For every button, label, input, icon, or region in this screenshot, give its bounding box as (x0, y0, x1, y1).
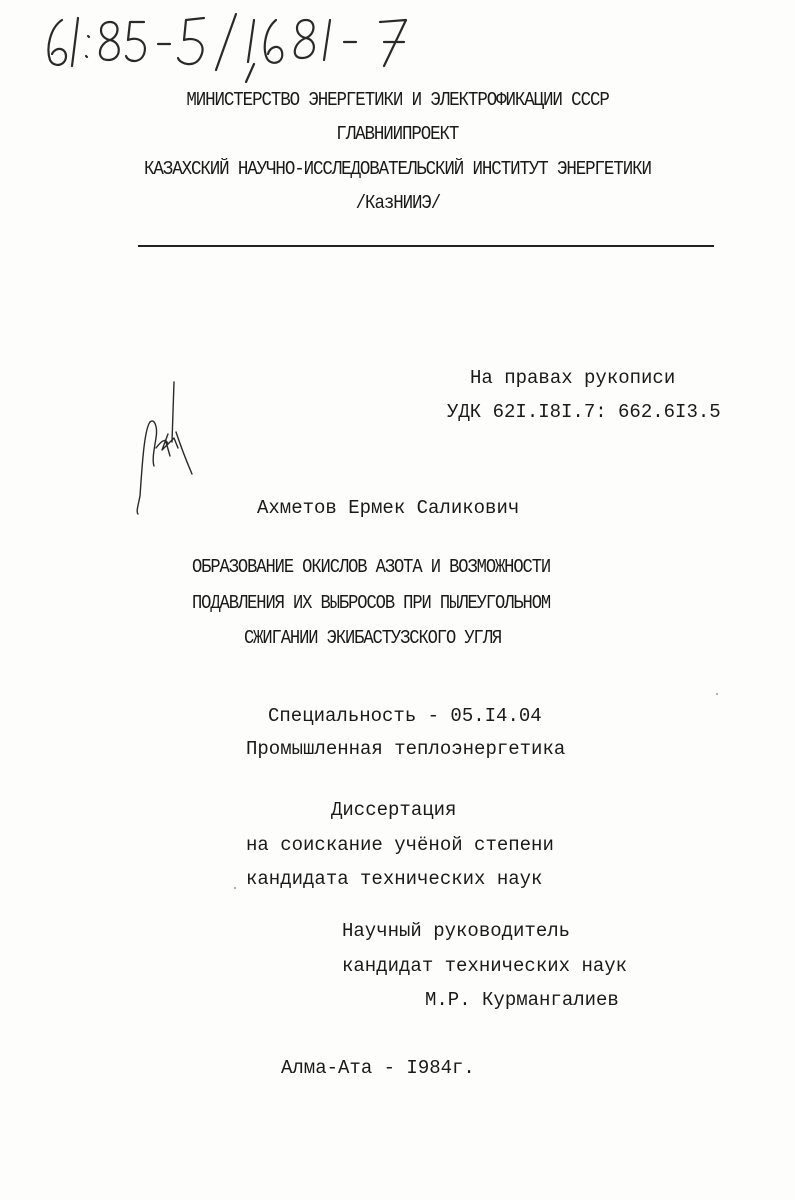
header-divider (138, 245, 714, 247)
place-year: Алма-Ата - I984г. (281, 1057, 475, 1079)
institute-line: КАЗАХСКИЙ НАУЧНО-ИССЛЕДОВАТЕЛЬСКИЙ ИНСТИТУТ ЭНЕРГЕТИКИ (144, 158, 651, 180)
scan-speck (716, 693, 718, 695)
institute-abbrev: /КазНИИЭ/ (355, 192, 440, 214)
supervisor-role: Научный руководитель (342, 920, 571, 942)
ministry-line: МИНИСТЕРСТВО ЭНЕРГЕТИКИ И ЭЛЕКТРОФИКАЦИИ СССР (186, 89, 609, 111)
title-line-2: ПОДАВЛЕНИЯ ИХ ВЫБРОСОВ ПРИ ПЫЛЕУГОЛЬНОМ (192, 592, 551, 614)
dissertation-purpose: на соискание учёной степени (246, 834, 554, 856)
manuscript-rights: На правах рукописи (470, 367, 676, 389)
handwritten-archive-note (40, 8, 460, 88)
udc-code: УДК 62I.I8I.7: 662.6I3.5 (447, 401, 721, 423)
scan-speck (234, 887, 236, 889)
dissertation-type: Диссертация (331, 799, 457, 821)
dissertation-degree: кандидата технических наук (246, 868, 543, 890)
title-line-3: СЖИГАНИИ ЭКИБАСТУЗСКОГО УГЛЯ (244, 627, 502, 649)
supervisor-name: М.Р. Курмангалиев (425, 989, 619, 1011)
org-line: ГЛАВНИИПРОЕКТ (336, 123, 459, 145)
signature-mark (132, 378, 202, 518)
title-line-1: ОБРАЗОВАНИЕ ОКИСЛОВ АЗОТА И ВОЗМОЖНОСТИ (192, 556, 551, 578)
author-name: Ахметов Ермек Саликович (257, 497, 520, 519)
supervisor-degree: кандидат технических наук (342, 955, 628, 977)
specialty-name: Промышленная теплоэнергетика (246, 738, 566, 760)
specialty-code: Специальность - 05.I4.04 (268, 705, 542, 727)
